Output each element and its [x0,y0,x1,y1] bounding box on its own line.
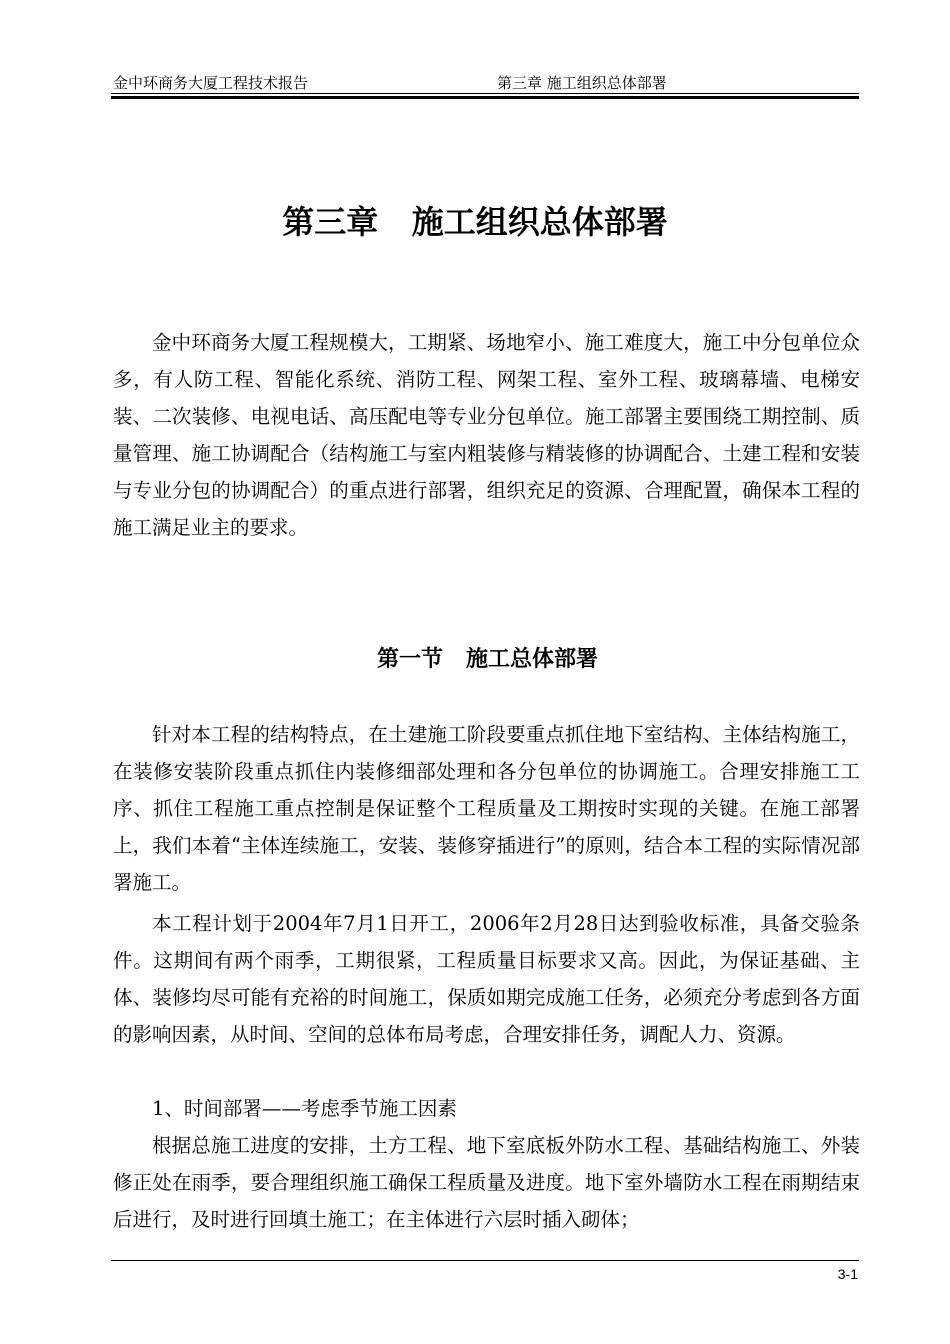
footer-divider [111,1260,859,1261]
header-divider-thin [111,93,859,94]
header-divider-thick [111,96,859,99]
section-title: 第一节 施工总体部署 [377,647,598,672]
body-paragraph: 针对本工程的结构特点，在土建施工阶段要重点抓住地下室结构、主体结构施工，在装修安装阶段重点抓住内装修细部处理和各分包单位的协调施工。合理安排施工工序、抓住工程施工重点控制是保证整个工程质量及工期按时实现的关键。在施工部署上，我们本着“主体连续施工，安装、装修穿插进行”的原则，结合本工程的实际情况部署施工。 [113,723,860,894]
body-paragraph: 根据总施工进度的安排，土方工程、地下室底板外防水工程、基础结构施工、外装修正处在雨季，要合理组织施工确保工程质量及进度。地下室外墙防水工程在雨期结束后进行，及时进行回填土施工；在主体进行六层时插入砌体； [113,1134,860,1231]
intro-paragraph: 金中环商务大厦工程规模大，工期紧、场地窄小、施工难度大，施工中分包单位众多，有人防工程、智能化系统、消防工程、网架工程、室外工程、玻璃幕墙、电梯安装、二次装修、电视电话、高压配电等专业分包单位。施工部署主要围绕工期控制、质量管理、施工协调配合（结构施工与室内粗装修与精装修的协调配合、土建工程和安装与专业分包的协调配合）的重点进行部署，组织充足的资源、合理配置，确保本工程的施工满足业主的要求。 [113,331,860,539]
body-paragraph: 本工程计划于2004年7月1日开工，2006年2月28日达到验收标准，具备交验条件。这期间有两个雨季，工期很紧，工程质量目标要求又高。因此，为保证基础、主体、装修均尽可能有充裕的时间施工，保质如期完成施工任务，必须充分考虑到各方面的影响因素，从时间、空间的总体布局考虑，合理安排任务，调配人力、资源。 [113,912,860,1046]
header-report-title: 金中环商务大厦工程技术报告 [113,74,309,92]
header-chapter-title: 第三章 施工组织总体部署 [497,74,667,92]
chapter-title: 第三章 施工组织总体部署 [282,203,668,241]
page-number: 3-1 [837,1266,858,1282]
subheading-time-deployment: 1、时间部署——考虑季节施工因素 [152,1097,457,1120]
